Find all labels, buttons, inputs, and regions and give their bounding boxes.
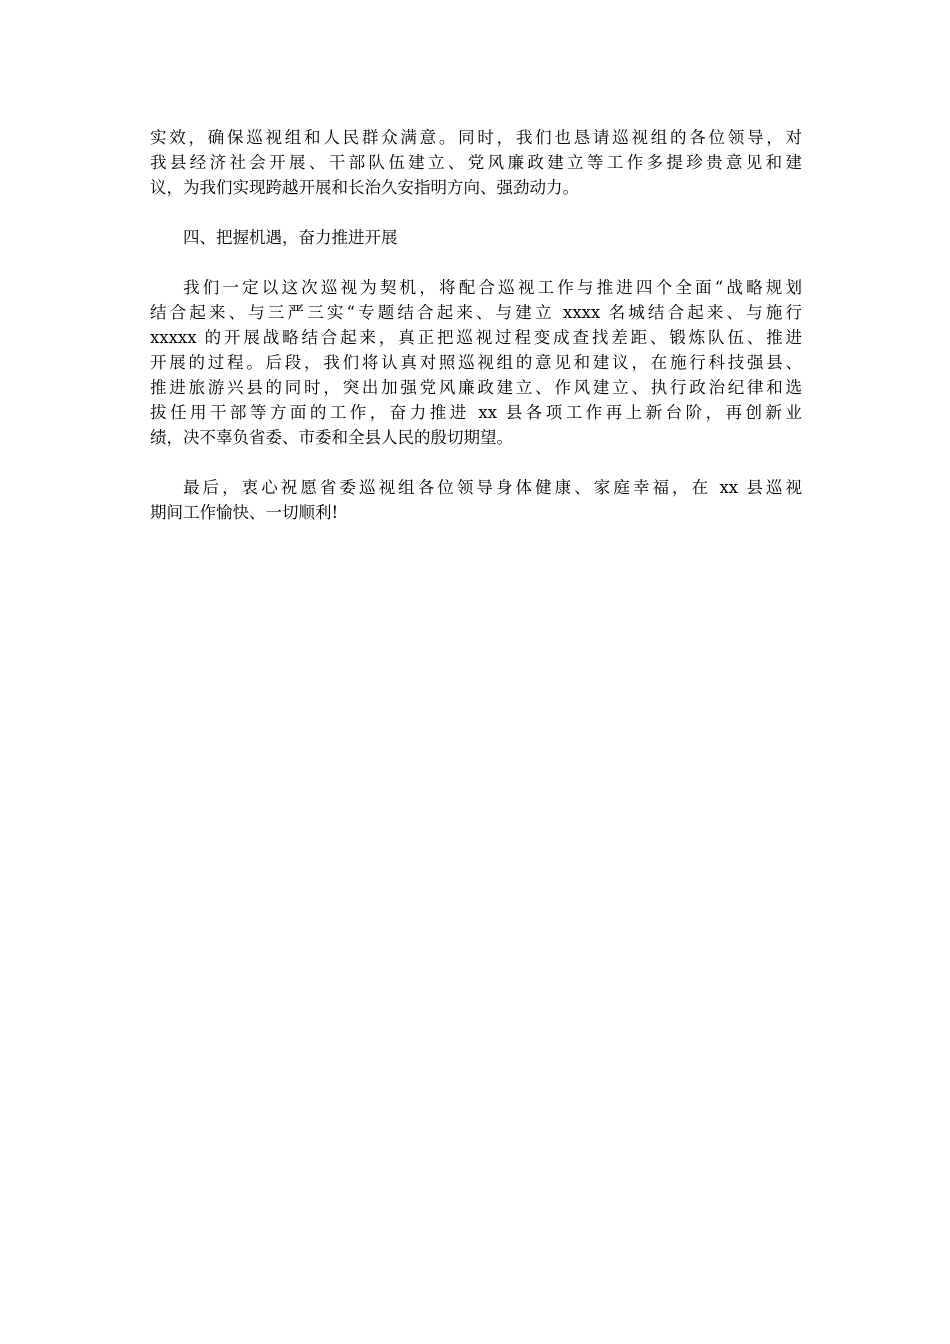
text-line: 我们一定以这次巡视为契机，将配合巡视工作与推进四个全面“战略规划	[183, 278, 802, 297]
text-line: 期间工作愉快、一切顺利!	[150, 503, 339, 522]
text-line: 我县经济社会开展、干部队伍建立、党风廉政建立等工作多提珍贵意见和建	[150, 153, 802, 172]
paragraph-final-wishes	[150, 475, 802, 525]
document-body	[150, 125, 802, 550]
text-line: 推进旅游兴县的同时，突出加强党风廉政建立、作风建立、执行政治纪律和选	[150, 378, 802, 397]
text-line: 实效，确保巡视组和人民群众满意。同时，我们也恳请巡视组的各位领导，对	[150, 128, 802, 147]
text-line: 议，为我们实现跨越开展和长治久安指明方向、强劲动力。	[150, 178, 579, 197]
heading-text: 四、把握机遇，奋力推进开展	[183, 228, 398, 247]
paragraph-opportunity	[150, 275, 802, 450]
section-heading	[150, 225, 802, 250]
text-line: 拔任用干部等方面的工作，奋力推进 xx 县各项工作再上新台阶，再创新业	[150, 403, 802, 422]
paragraph-closing-commitment	[150, 125, 802, 200]
text-line: 开展的过程。后段，我们将认真对照巡视组的意见和建议，在施行科技强县、	[150, 353, 802, 372]
text-line: 最后，衷心祝愿省委巡视组各位领导身体健康、家庭幸福，在 xx 县巡视	[183, 478, 802, 497]
text-line: 结合起来、与三严三实“专题结合起来、与建立 xxxx 名城结合起来、与施行	[150, 303, 802, 322]
text-line: 绩，决不辜负省委、市委和全县人民的殷切期望。	[150, 428, 513, 447]
text-line: xxxxx 的开展战略结合起来，真正把巡视过程变成查找差距、锻炼队伍、推进	[150, 328, 802, 347]
